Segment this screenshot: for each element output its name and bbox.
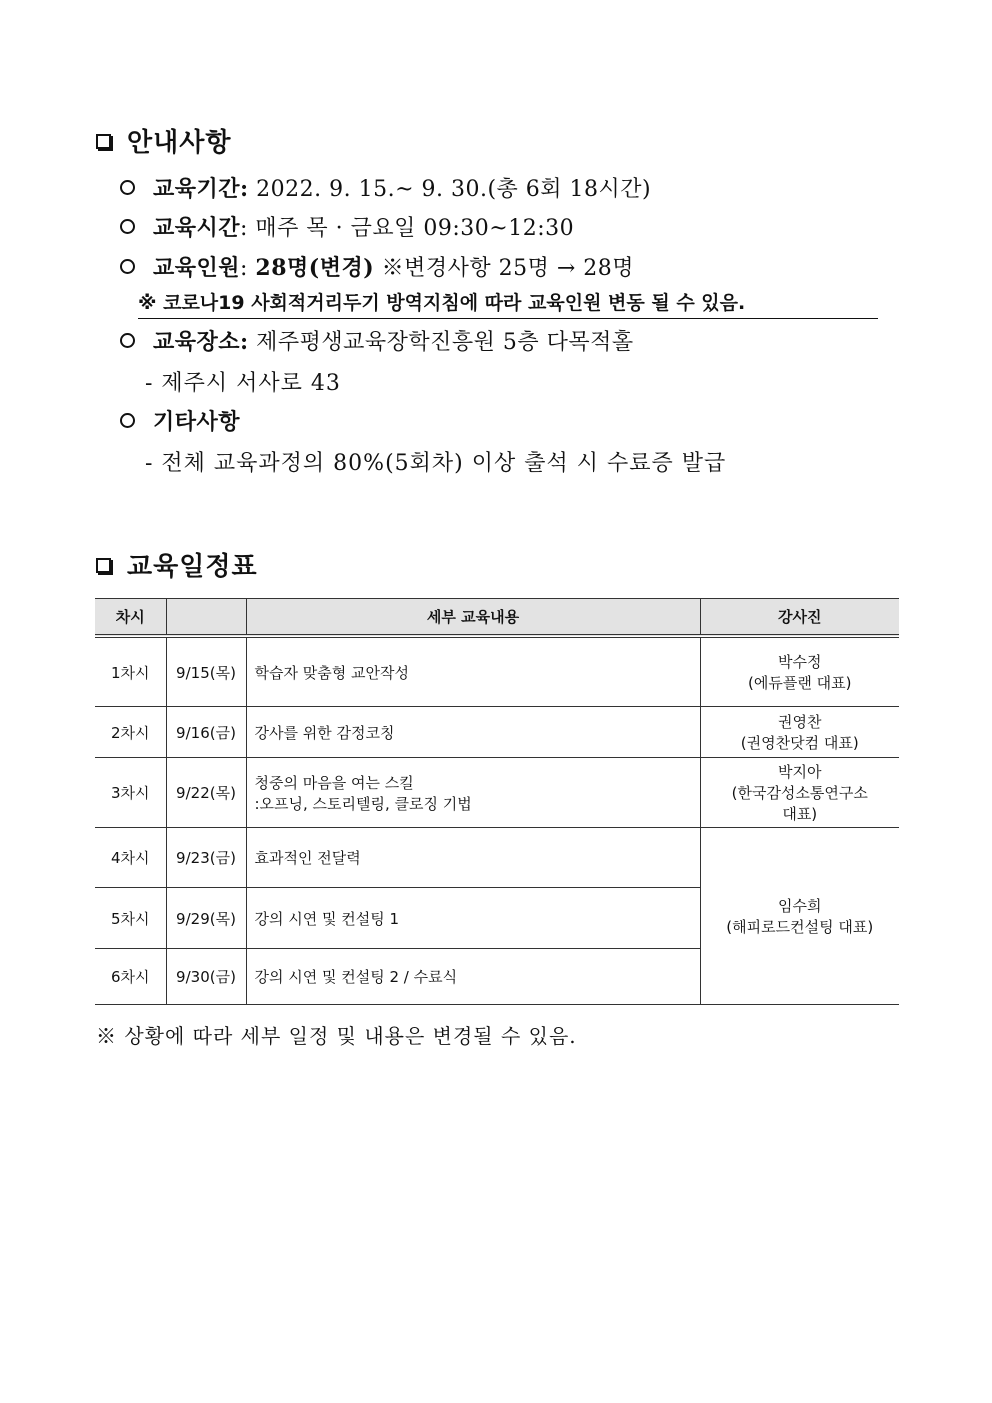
instructor-name: 박수정 <box>778 653 822 671</box>
schedule-table <box>95 598 899 1005</box>
section-heading-schedule <box>96 546 258 583</box>
period-label: 교육기간: <box>153 176 249 202</box>
schedule-footnote: ※ 상황에 따라 세부 일정 및 내용은 변경될 수 있음. <box>96 1024 577 1048</box>
instructor-cell <box>700 636 899 707</box>
date-cell: 9/23(금) <box>166 828 246 888</box>
place-address: - 제주시 서사로 43 <box>145 371 341 396</box>
content-cell: 효과적인 전달력 <box>246 828 700 888</box>
content-cell <box>246 758 700 828</box>
content-cell: 강사를 위한 감정코칭 <box>246 707 700 758</box>
section-heading-guide <box>96 122 231 159</box>
etc-detail: - 전체 교육과정의 80%(5회차) 이상 출석 시 수료증 발급 <box>145 451 727 476</box>
circle-bullet-icon <box>120 180 135 195</box>
date-cell: 9/15(목) <box>166 636 246 707</box>
session-cell: 6차시 <box>95 949 166 1005</box>
circle-bullet-icon <box>120 259 135 274</box>
date-cell: 9/29(목) <box>166 888 246 949</box>
capacity-bold-value: 28명(변경) <box>255 255 375 281</box>
circle-bullet-icon <box>120 219 135 234</box>
place-label: 교육장소: <box>153 329 249 355</box>
date-cell: 9/22(목) <box>166 758 246 828</box>
info-period <box>120 172 651 203</box>
capacity-value: ※변경사항 25명 → 28명 <box>374 256 635 281</box>
instructor-affiliation: (권영찬닷컴 대표) <box>740 734 859 752</box>
checkbox-square-icon <box>96 558 111 573</box>
content-cell: 학습자 맞춤형 교안작성 <box>246 636 700 707</box>
header-date <box>166 599 246 637</box>
info-time <box>120 211 574 242</box>
covid-notice: ※ 코로나19 사회적거리두기 방역지침에 따라 교육인원 변동 될 수 있음. <box>138 288 878 319</box>
instructor-affiliation: (해피로드컨설팅 대표) <box>726 918 874 936</box>
section-title: 안내사항 <box>127 128 232 158</box>
table-header-row <box>95 599 899 637</box>
instructor-affiliation: (에듀플랜 대표) <box>748 674 852 692</box>
section-title: 교육일정표 <box>127 552 258 582</box>
content-cell: 강의 시연 및 컨설팅 1 <box>246 888 700 949</box>
period-value: 2022. 9. 15.~ 9. 30.(총 6회 18시간) <box>248 177 652 202</box>
info-etc <box>120 405 240 436</box>
time-label: 교육시간 <box>153 215 241 241</box>
circle-bullet-icon <box>120 413 135 428</box>
session-cell: 1차시 <box>95 636 166 707</box>
checkbox-square-icon <box>96 134 111 149</box>
instructor-cell <box>700 828 899 1005</box>
content-cell: 강의 시연 및 컨설팅 2 / 수료식 <box>246 949 700 1005</box>
date-cell: 9/16(금) <box>166 707 246 758</box>
time-value: : 매주 목 · 금요일 09:30~12:30 <box>240 216 575 241</box>
etc-label: 기타사항 <box>153 409 241 435</box>
instructor-cell <box>700 758 899 828</box>
info-capacity <box>120 251 634 282</box>
content-line: 청중의 마음을 여는 스킬 <box>254 773 414 792</box>
header-content: 세부 교육내용 <box>246 599 700 637</box>
instructor-name: 임수희 <box>778 897 822 915</box>
capacity-label: 교육인원 <box>153 255 241 281</box>
instructor-affiliation: 대표) <box>782 805 818 823</box>
instructor-cell <box>700 707 899 758</box>
session-cell: 3차시 <box>95 758 166 828</box>
header-session: 차시 <box>95 599 166 637</box>
table-row <box>95 707 899 758</box>
info-place <box>120 325 634 356</box>
table-row <box>95 636 899 707</box>
header-instructor: 강사진 <box>700 599 899 637</box>
capacity-colon: : <box>240 256 256 281</box>
session-cell: 4차시 <box>95 828 166 888</box>
content-line: :오프닝, 스토리텔링, 클로징 기법 <box>254 794 472 813</box>
table-row <box>95 828 899 888</box>
table-row <box>95 758 899 828</box>
date-cell: 9/30(금) <box>166 949 246 1005</box>
instructor-affiliation: (한국감성소통연구소 <box>731 784 868 802</box>
instructor-name: 박지아 <box>778 763 822 781</box>
session-cell: 5차시 <box>95 888 166 949</box>
place-value: 제주평생교육장학진흥원 5층 다목적홀 <box>248 330 634 355</box>
circle-bullet-icon <box>120 333 135 348</box>
instructor-name: 권영찬 <box>778 713 822 731</box>
session-cell: 2차시 <box>95 707 166 758</box>
